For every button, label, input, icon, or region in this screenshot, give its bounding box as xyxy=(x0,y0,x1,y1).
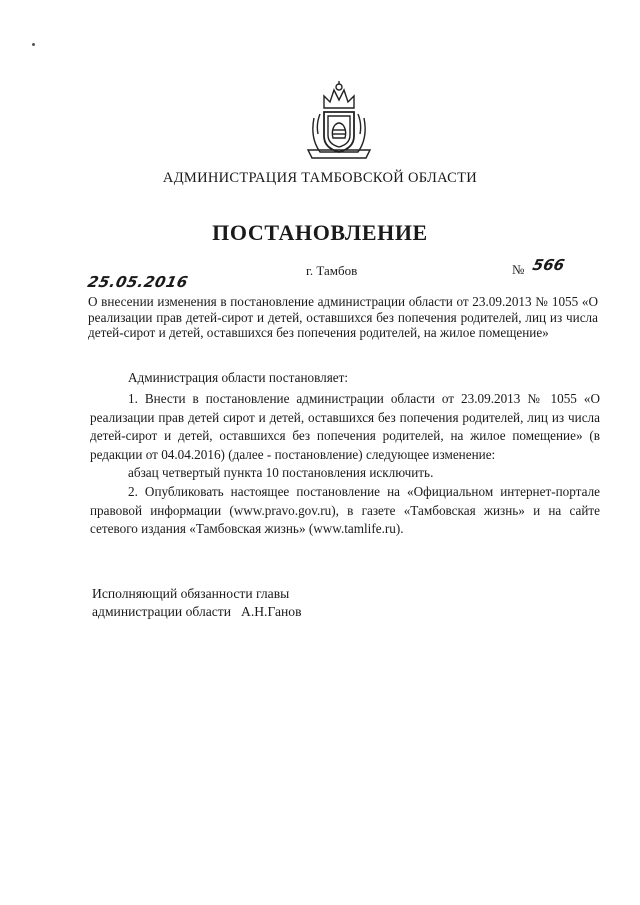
document-number: 566 xyxy=(531,256,567,274)
organization-name: АДМИНИСТРАЦИЯ ТАМБОВСКОЙ ОБЛАСТИ xyxy=(162,170,478,186)
coat-of-arms-icon xyxy=(300,78,378,162)
preamble: Администрация области постановляет: xyxy=(128,370,349,385)
document-date: 25.05.2016 xyxy=(86,273,190,291)
scan-speck xyxy=(32,43,35,46)
paragraph-2: 2. Опубликовать настоящее постановление на «Официальном интернет-портале правовой информации (www.pravo.gov.ru), в газете «Тамбовская жизнь» и на сайте сетевого издания «Тамбовская жизнь» (www.tamlife.ru). xyxy=(90,483,600,537)
number-label: № xyxy=(512,262,525,277)
document-body xyxy=(90,390,600,539)
signature-position-line1: Исполняющий обязанности главы xyxy=(92,586,290,601)
signature-position-text: администрации области xyxy=(92,604,232,619)
city-label: г. Тамбов xyxy=(306,263,358,278)
signature-block xyxy=(92,585,302,621)
paragraph-1: 1. Внести в постановление администрации области от 23.09.2013 № 1055 «О реализации прав детей сирот и детей, оставшихся без попечения родителей, лиц из числа детей-сирот и детей, оставшихся без попечения родителей, на жилое помещение» (в редакции от 04.04.2016) (далее - постановление) следующее изменение: xyxy=(90,391,600,462)
signatory-name: А.Н.Ганов xyxy=(241,604,302,619)
signature-position-line2 xyxy=(92,603,302,621)
document-subject: О внесении изменения в постановление администрации области от 23.09.2013 № 1055 «О реализации прав детей-сирот и детей, оставшихся без попечения родителей, лиц из числа детей-сирот и детей, оставшихся без попечения родителей, на жилое помещение» xyxy=(88,294,598,340)
paragraph-1-continuation: абзац четвертый пункта 10 постановления исключить. xyxy=(128,465,434,481)
document-type-title: ПОСТАНОВЛЕНИЕ xyxy=(212,220,428,245)
